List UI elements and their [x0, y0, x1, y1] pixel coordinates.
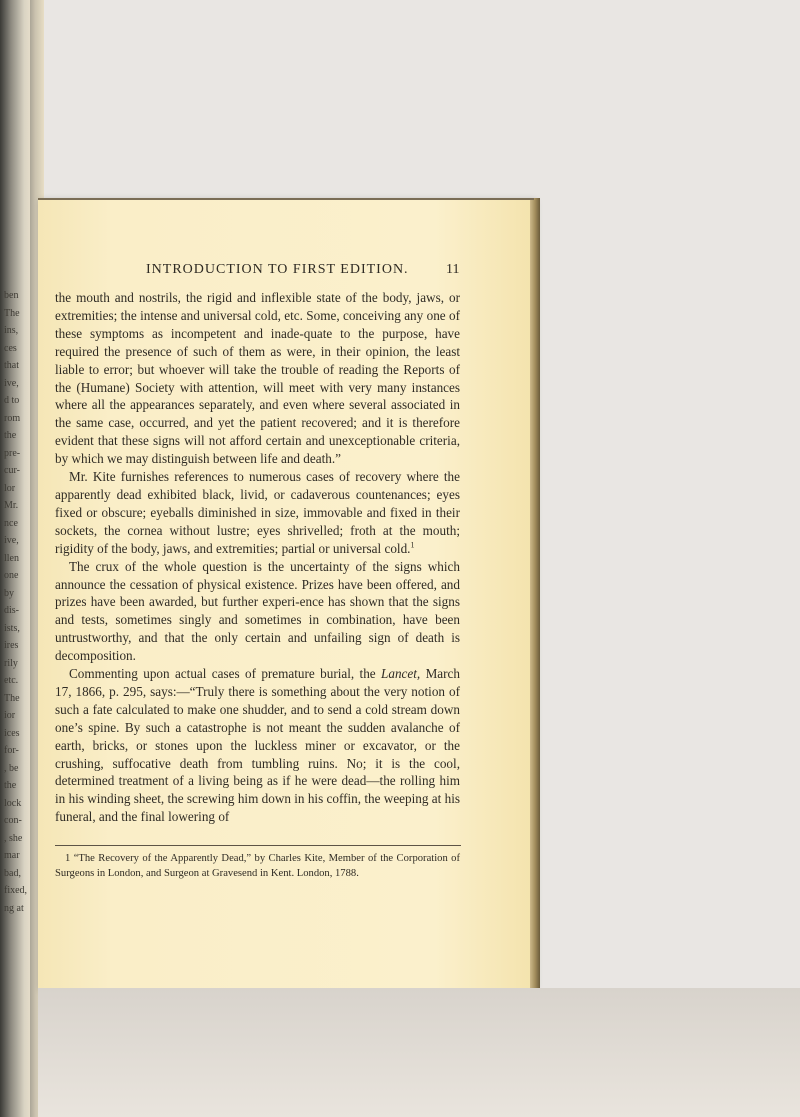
previous-page-fragment: d to	[4, 395, 20, 406]
previous-page-fragment: dis-	[4, 605, 19, 616]
previous-page-fragment: pre-	[4, 447, 21, 459]
previous-page-fragment: bad,	[4, 867, 21, 879]
page-number: 11	[446, 262, 460, 277]
previous-page-fragment: , she	[4, 832, 23, 844]
body-text	[55, 289, 460, 826]
previous-page-fragment: ive,	[4, 377, 19, 389]
previous-page-fragment: ists,	[4, 622, 20, 634]
paragraph-4-rest: March 17, 1866, p. 295, says:—“Truly there is something about the very notion of such a fate calculated to make one shudder, and to send a cold stream down one’s spine. By such a catastrophe is not meant the sudden avalanche of earth, bricks, or stones upon the luckless miner or excavator, or the crushing, suffocative death from tumbling ruins. No; it is the cool, determined treatment of a living being as if he were dead—the rolling him in his winding sheet, the screwing him down in his coffin, the weeping at his funeral, and the final lowering of	[55, 666, 460, 825]
previous-page-fragment: The	[4, 692, 20, 704]
previous-page-fragment: cur-	[4, 465, 20, 476]
previous-page-fragment: llen	[4, 552, 19, 564]
previous-page-fragment: lor	[4, 482, 16, 494]
page-edge	[530, 198, 540, 988]
previous-page-fragment: the	[4, 430, 17, 441]
previous-page-fragment: ior	[4, 710, 16, 721]
previous-page-fragment: rily	[4, 657, 18, 669]
previous-page-fragment: con-	[4, 815, 22, 826]
previous-page-fragment: rom	[4, 412, 21, 424]
previous-page-fragment: the	[4, 780, 17, 791]
previous-page-fragment: lock	[4, 797, 22, 809]
footnote	[55, 852, 460, 881]
paragraph-3: The crux of the whole question is the uncertainty of the signs which announce the cessation of physical existence. Prizes have been offered, and prizes have been awarded, but further experi-ence has shown that the signs and tests, sometimes singly and sometimes in combination, have been untrustworthy, and that the only certain and unfailing sign of death is decomposition.	[55, 558, 460, 664]
previous-page-fragment: , be	[4, 762, 19, 774]
paragraph-4-start: Commenting upon actual cases of premature burial, the	[69, 666, 382, 682]
previous-page-fragment: mar	[4, 850, 20, 861]
previous-page-fragment: ices	[4, 727, 20, 739]
paragraph-4	[55, 665, 460, 826]
page-top-edge	[38, 198, 534, 200]
previous-page-fragment: that	[4, 360, 19, 371]
previous-page-fragment: ben	[4, 290, 19, 301]
previous-page-fragment: The	[4, 307, 20, 319]
paragraph-1: the mouth and nostrils, the rigid and inflexible state of the body, jaws, or extremities; the intense and universal cold, etc. Some, conceiving any one of these symptoms as incompetent and inade-quate to the purpose, have required the presence of such of them as were, in their opinion, the least liable to error; but whoever will take the trouble of reading the Reports of the (Humane) Society with attention, will meet with very many instances where all the appearances separately, and even where several associated in the same case, occurred, and yet the patient recovered; and it is therefore evident that these signs will not afford certain and unexceptionable criteria, by which we may distinguish between life and death.”	[55, 290, 460, 467]
previous-page-fragment: ins,	[4, 325, 19, 336]
previous-page-fragment: one	[4, 570, 19, 581]
running-header: INTRODUCTION TO FIRST EDITION.	[146, 262, 409, 277]
paragraph-2-text: Mr. Kite furnishes references to numerous cases of recovery where the apparently dead exhibited black, livid, or cadaverous countenances; eyes fixed or obscure; eyeballs diminished in size, immovable and fixed in their sockets, the cornea without lustre; eyes shrivelled; froth at the mouth; rigidity of the body, jaws, and extremities; partial or universal cold.	[55, 469, 460, 556]
previous-page-fragment: ng at	[4, 902, 24, 914]
previous-page-fragment: for-	[4, 745, 19, 756]
previous-page-fragment: Mr.	[4, 500, 19, 511]
footnote-rule	[55, 845, 461, 846]
previous-page-fragment: fixed,	[4, 885, 28, 896]
footnote-reference: 1	[410, 540, 415, 550]
previous-page-fragment: by	[4, 587, 14, 599]
journal-title: Lancet,	[381, 666, 421, 682]
paragraph-2	[55, 468, 460, 558]
background-below-page	[38, 988, 800, 1117]
previous-page-fragment: nce	[4, 517, 18, 529]
previous-page-fragment: ires	[4, 640, 19, 651]
previous-page-fragment: ive,	[4, 535, 19, 546]
previous-page-fragment: etc.	[4, 675, 19, 686]
footnote-text: “The Recovery of the Apparently Dead,” by Charles Kite, Member of the Corporation of Surgeons in London, and Surgeon at Gravesend in Kent. London, 1788.	[55, 853, 460, 879]
previous-page-fragment: ces	[4, 342, 17, 354]
footnote-mark: 1	[65, 853, 71, 864]
